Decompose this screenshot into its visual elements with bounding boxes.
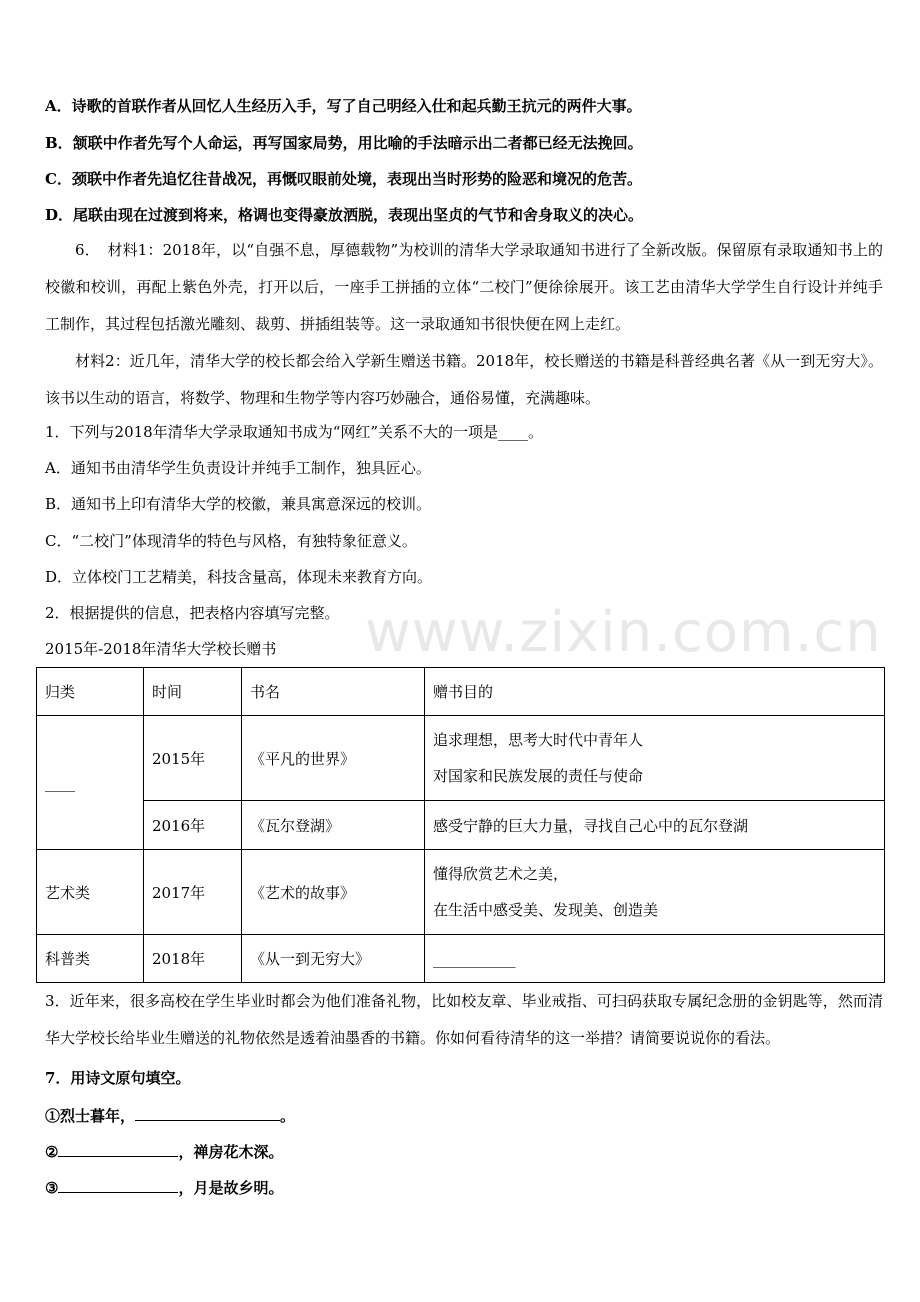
question-2: 2．根据提供的信息，把表格内容填写完整。 (45, 604, 340, 622)
material-1-text: 6． 材料1：2018年，以“自强不息，厚德载物”为校训的清华大学录取通知书进行了全新改版。保留原有录取通知书上的校徽和校训，再配上紫色外壳，打开以后，一座手工拼插的立体“二校门”便徐徐展开。该工艺由清华大学学生自行设计并纯手工制作，其过程包括激光雕刻、裁剪、拼插组装等。这一录取通知书很快便在网上走红。 (45, 241, 883, 333)
purpose-line: 在生活中感受美、发现美、创造美 (433, 901, 659, 919)
fill-blank-3 (58, 1176, 178, 1193)
cell-year: 2016年 (144, 801, 242, 850)
question-1-option-d: D．立体校门工艺精美，科技含量高，体现未来教育方向。 (45, 568, 433, 586)
question-7-title: 7．用诗文原句填空。 (45, 1069, 191, 1087)
gift-book-table (36, 667, 885, 983)
cell-category: 科普类 (37, 935, 144, 983)
question-1-option-c: C．“二校门”体现清华的特色与风格，有独特象征意义。 (45, 532, 417, 550)
table-row (37, 935, 885, 983)
table-header-row (37, 668, 885, 716)
table-row (37, 850, 885, 935)
fill-blank-2 (58, 1140, 178, 1157)
option-c: C．颈联中作者先追忆往昔战况，再慨叹眼前处境，表现出当时形势的险恶和境况的危苦。 (45, 170, 642, 188)
fill-item-1 (45, 1104, 295, 1126)
cell-book: 《艺术的故事》 (242, 850, 425, 935)
cell-year: 2018年 (144, 935, 242, 983)
material-2 (45, 343, 883, 417)
cell-book: 《瓦尔登湖》 (242, 801, 425, 850)
cell-book: 《从一到无穷大》 (242, 935, 425, 983)
fill-item-1-suffix: 。 (280, 1107, 296, 1125)
option-a: A．诗歌的首联作者从回忆人生经历入手，写了自己明经入仕和起兵勤王抗元的两件大事。 (45, 97, 642, 115)
header-purpose: 赠书目的 (425, 668, 885, 716)
question-1-option-a: A．通知书由清华学生负责设计并纯手工制作，独具匠心。 (45, 459, 431, 477)
table-row (37, 801, 885, 850)
cell-purpose (425, 716, 885, 801)
fill-blank-1 (135, 1104, 280, 1121)
watermark: www.zixin.com.cn (365, 600, 882, 665)
fill-item-2-prefix: ② (45, 1143, 59, 1161)
header-book: 书名 (242, 668, 425, 716)
question-3: 3．近年来，很多高校在学生毕业时都会为他们准备礼物，比如校友章、毕业戒指、可扫码获取专属纪念册的金钥匙等，然而清华大学校长给毕业生赠送的礼物依然是透着油墨香的书籍。你如何看待清华的这一举措？请简要说说你的看法。 (45, 992, 883, 1047)
purpose-line: 懂得欣赏艺术之美， (433, 865, 569, 883)
purpose-line: 对国家和民族发展的责任与使命 (433, 767, 644, 785)
table-caption: 2015年-2018年清华大学校长赠书 (45, 640, 277, 658)
cell-purpose: 感受宁静的巨大力量，寻找自己心中的瓦尔登湖 (425, 801, 885, 850)
cell-year: 2015年 (144, 716, 242, 801)
cell-year: 2017年 (144, 850, 242, 935)
header-year: 时间 (144, 668, 242, 716)
cell-purpose (425, 850, 885, 935)
fill-item-3-suffix: ，月是故乡明。 (178, 1179, 284, 1197)
option-b: B．颔联中作者先写个人命运，再写国家局势，用比喻的手法暗示出二者都已经无法挽回。 (45, 134, 643, 152)
option-d: D．尾联由现在过渡到将来，格调也变得豪放洒脱，表现出坚贞的气节和舍身取义的决心。 (45, 206, 644, 224)
material-2-text: 材料2：近几年，清华大学的校长都会给入学新生赠送书籍。2018年，校长赠送的书籍是科普经典名著《从一到无穷大》。该书以生动的语言，将数学、物理和生物学等内容巧妙融合，通俗易懂，充满趣味。 (45, 352, 883, 407)
purpose-line: 追求理想，思考大时代中青年人 (433, 731, 644, 749)
question-1: 1．下列与2018年清华大学录取通知书成为“网红”关系不大的一项是____。 (45, 423, 544, 441)
table-row (37, 716, 885, 801)
cell-purpose-blank: ___________ (425, 935, 885, 983)
fill-item-2-suffix: ，禅房花木深。 (178, 1143, 284, 1161)
fill-item-1-prefix: ①烈士暮年， (45, 1107, 136, 1125)
fill-item-2 (45, 1140, 283, 1162)
cell-book: 《平凡的世界》 (242, 716, 425, 801)
cell-category: 艺术类 (37, 850, 144, 935)
fill-item-3 (45, 1176, 283, 1198)
question-1-option-b: B．通知书上印有清华大学的校徽，兼具寓意深远的校训。 (45, 495, 432, 513)
fill-item-3-prefix: ③ (45, 1179, 59, 1197)
header-category: 归类 (37, 668, 144, 716)
cell-category-blank: ____ (37, 716, 144, 850)
material-1 (45, 232, 883, 343)
